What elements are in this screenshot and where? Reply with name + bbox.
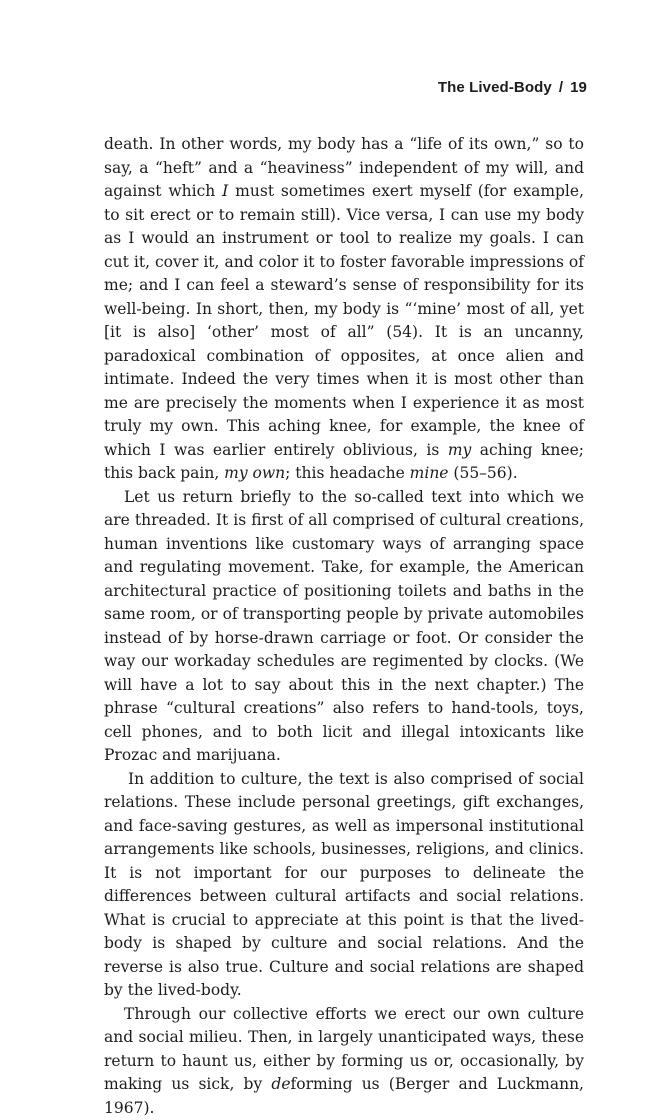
italic-text: I [222,182,228,200]
text-run: aching knee; this back pain, [104,441,584,483]
running-head-separator: / [552,79,570,96]
body-text [104,133,584,1120]
text-run: ; this headache [285,464,410,482]
paragraph [104,768,584,1003]
text-run: must sometimes exert myself (for example, to sit erect or to remain still). Vice versa, I can use my body as I would an instrument or tool to realize my goals. I can cut it, cover it, and color it to foster favorable impressions of me; and I can feel a steward’s sense of responsibility for its well-being. In short, then, my body is “‘mine’ most of all, yet [it is also] ‘other’ most of all” (54). It is an uncanny, paradoxical combination of opposites, at once alien and intimate. Indeed the very times when it is most other than me are precisely the moments when I experience it as most truly my own. This aching knee, for example, the knee of which I was earlier entirely oblivious, is [104,182,584,459]
italic-text: my [448,441,471,459]
paragraph [104,486,584,768]
paragraph [104,133,584,486]
italic-text: de [271,1075,290,1093]
running-head-title: The Lived-Body [438,79,552,96]
text-run: forming us (Berger and Luckmann, 1967). [104,1075,584,1117]
text-run: Through our collective efforts we erect our own culture and social milieu. Then, in largely unanticipated ways, these return to haunt us, either by forming us or, occasionally, by making us sick, by [104,1005,584,1094]
page-number: 19 [570,79,587,96]
running-head [438,79,587,96]
italic-text: my own [224,464,285,482]
italic-text: mine [410,464,449,482]
text-run: (55–56). [448,464,517,482]
text-run: Let us return briefly to the so-called text into which we are threaded. It is first of all comprised of cultural creations, human inventions like customary ways of arranging space and regulating movement. Take, for example, the American architectural practice of positioning toilets and baths in the same room, or of transporting people by private automobiles instead of by horse-drawn carriage or foot. Or consider the way our workaday schedules are regimented by clocks. (We will have a lot to say about this in the next chapter.) The phrase “cultural creations” also refers to hand-tools, toys, cell phones, and to both licit and illegal intoxicants like Prozac and marijuana. [104,488,584,765]
text-run: In addition to culture, the text is also comprised of social relations. These include personal greetings, gift exchanges, and face-saving gestures, as well as impersonal institutional arrangements like schools, businesses, religions, and clinics. It is not important for our purposes to delineate the differences between cultural artifacts and social relations. What is crucial to appreciate at this point is that the lived-body is shaped by culture and social relations. And the reverse is also true. Culture and social relations are shaped by the lived-body. [104,770,584,1000]
paragraph [104,1003,584,1120]
text-run: death. In other words, my body has a “life of its own,” so to say, a “heft” and a “heaviness” independent of my will, and against which [104,135,584,200]
